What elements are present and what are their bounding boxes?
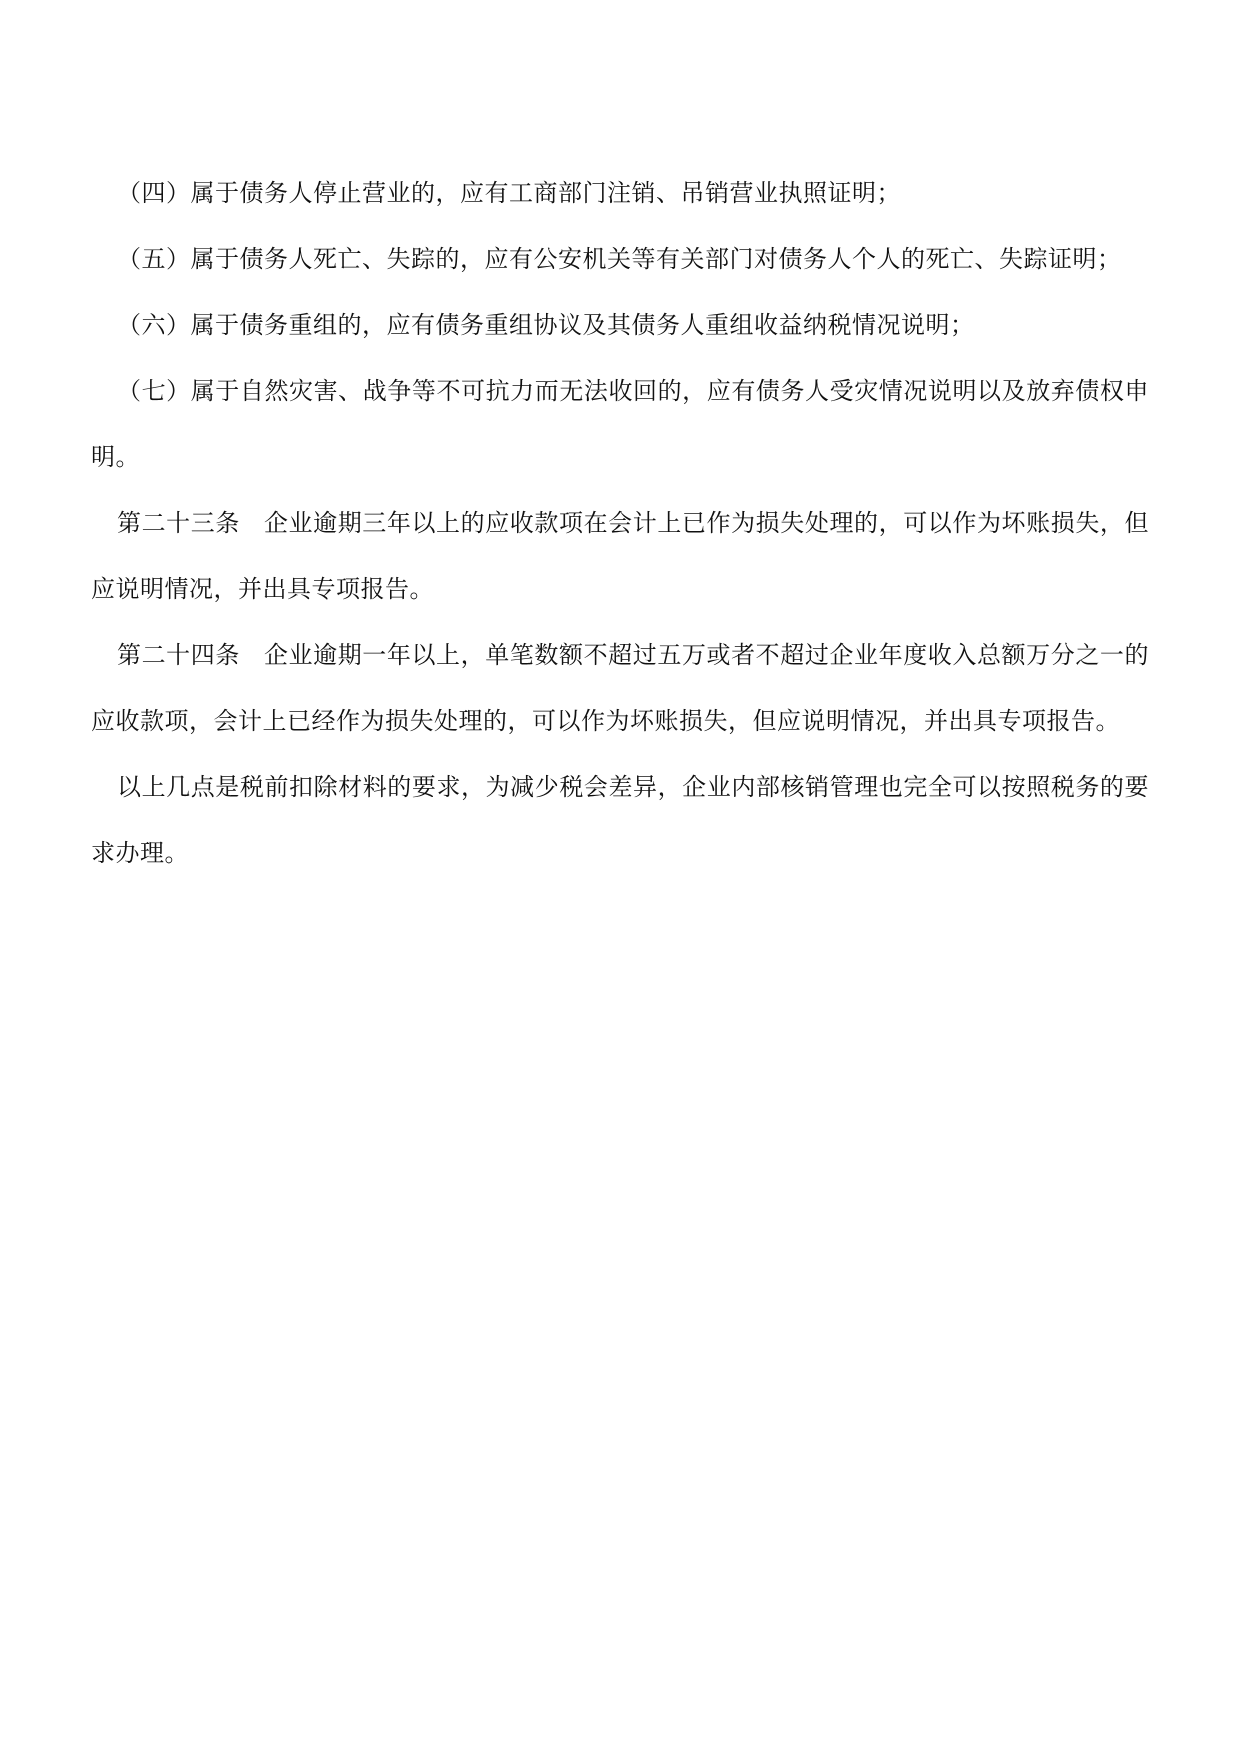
article-text: 企业逾期三年以上的应收款项在会计上已作为损失处理的，可以作为坏账损失，但应说明情况，并出具专项报告。 — [91, 509, 1149, 603]
document-body — [91, 160, 1149, 886]
paragraph-item-4 — [91, 160, 1149, 226]
paragraph-text: （五）属于债务人死亡、失踪的，应有公安机关等有关部门对债务人个人的死亡、失踪证明； — [117, 245, 1122, 273]
paragraph-text: 以上几点是税前扣除材料的要求，为减少税会差异，企业内部核销管理也完全可以按照税务的要求办理。 — [91, 773, 1149, 867]
paragraph-item-6 — [91, 292, 1149, 358]
paragraph-item-5 — [91, 226, 1149, 292]
paragraph-text: （七）属于自然灾害、战争等不可抗力而无法收回的，应有债务人受灾情况说明以及放弃债权申明。 — [91, 377, 1149, 471]
article-23 — [91, 490, 1149, 622]
article-text: 企业逾期一年以上，单笔数额不超过五万或者不超过企业年度收入总额万分之一的应收款项，会计上已经作为损失处理的，可以作为坏账损失，但应说明情况，并出具专项报告。 — [91, 641, 1149, 735]
paragraph-text: （六）属于债务重组的，应有债务重组协议及其债务人重组收益纳税情况说明； — [117, 311, 975, 339]
paragraph-item-7 — [91, 358, 1149, 490]
article-24 — [91, 622, 1149, 754]
paragraph-text: （四）属于债务人停止营业的，应有工商部门注销、吊销营业执照证明； — [117, 179, 901, 207]
closing-paragraph — [91, 754, 1149, 886]
article-number: 第二十三条 — [117, 509, 240, 537]
article-number: 第二十四条 — [117, 641, 240, 669]
